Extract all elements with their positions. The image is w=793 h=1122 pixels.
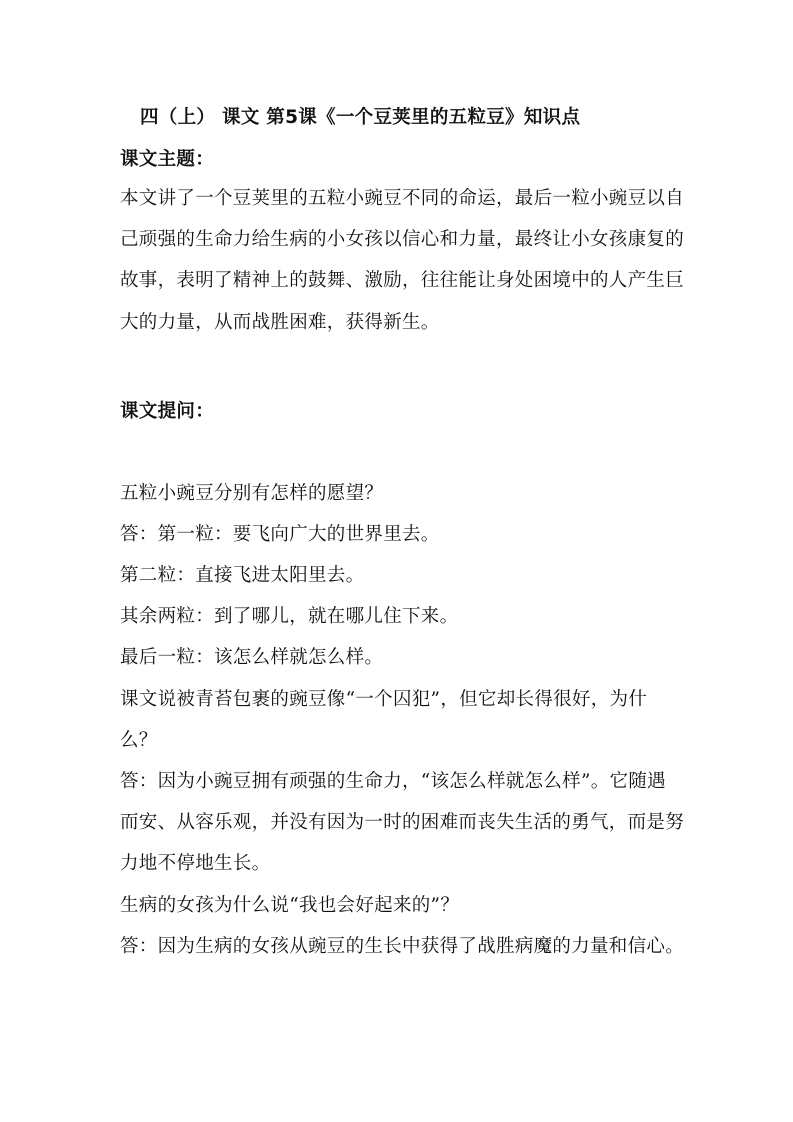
qa-line: 其余两粒：到了哪儿，就在哪儿住下来。: [120, 606, 459, 627]
qa-line: 答：因为小豌豆拥有顽强的生命力，“该怎么样就怎么样”。它随遇: [120, 771, 666, 792]
qa-line: 课文说被青苔包裹的豌豆像“一个囚犯”，但它却长得很好，为什: [120, 689, 648, 710]
questions-heading: 课文提问：: [120, 401, 215, 422]
paragraph-line: 本文讲了一个豆荚里的五粒小豌豆不同的命运，最后一粒小豌豆以自: [120, 188, 685, 209]
qa-line: 最后一粒：该怎么样就怎么样。: [120, 647, 384, 668]
qa-line: 答：第一粒：要飞向广大的世界里去。: [120, 524, 440, 545]
qa-line: 生病的女孩为什么说“我也会好起来的”？: [120, 895, 460, 916]
paragraph-line: 己顽强的生命力给生病的小女孩以信心和力量，最终让小女孩康复的: [120, 229, 685, 250]
theme-heading: 课文主题：: [120, 149, 215, 170]
qa-line: 答：因为生病的女孩从豌豆的生长中获得了战胜病魔的力量和信心。: [120, 936, 685, 957]
page-title: 四（上） 课文 第5课《一个豆荚里的五粒豆》知识点: [140, 107, 581, 128]
qa-line: 第二粒：直接飞进太阳里去。: [120, 565, 365, 586]
qa-line: 五粒小豌豆分别有怎样的愿望？: [120, 483, 384, 504]
qa-line: 么？: [120, 730, 158, 751]
qa-line: 而安、从容乐观，并没有因为一时的困难而丧失生活的勇气，而是努: [120, 812, 685, 833]
paragraph-line: 故事，表明了精神上的鼓舞、激励，往往能让身处困境中的人产生巨: [120, 270, 685, 291]
paragraph-line: 大的力量，从而战胜困难，获得新生。: [120, 312, 440, 333]
qa-line: 力地不停地生长。: [120, 853, 271, 874]
